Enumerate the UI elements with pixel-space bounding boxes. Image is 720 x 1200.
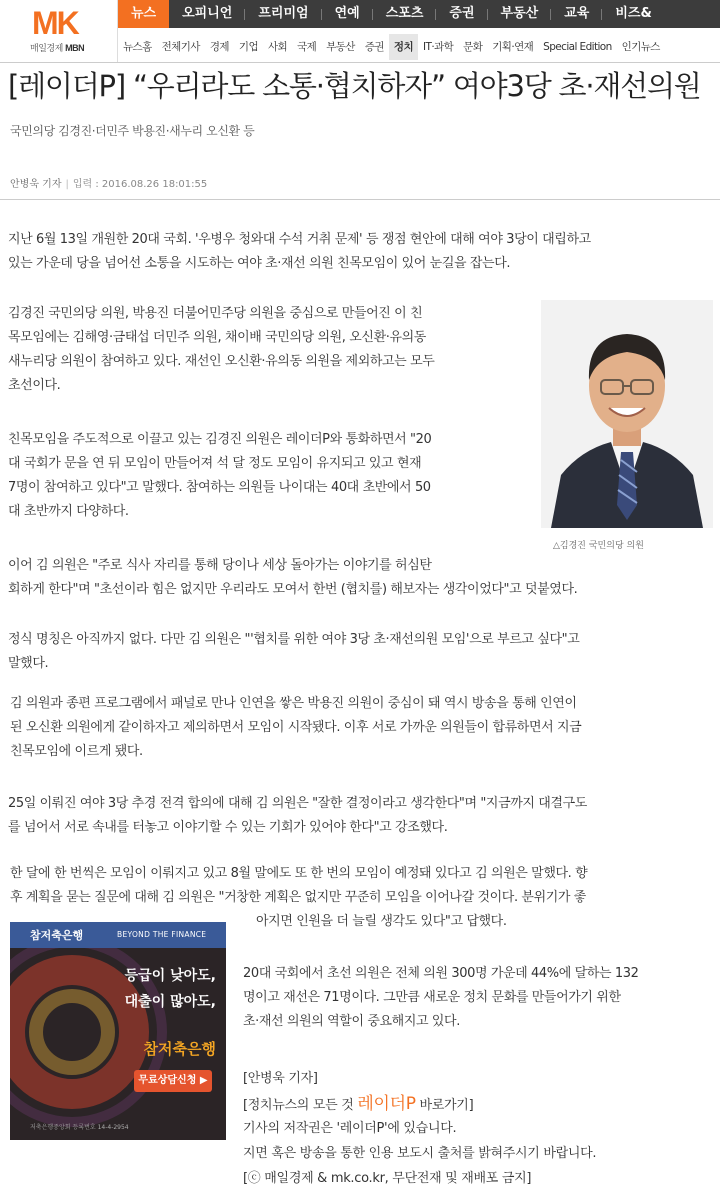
paragraph-line: 를 넘어서 서로 속내를 터놓고 이야기할 수 있는 기회가 있어야 한다"고 강조했다.	[8, 820, 448, 835]
paragraph-line: 정식 명칭은 아직까지 없다. 다만 김 의원은 "'협치를 위한 여야 3당 초·재선의원 모임'으로 부르고 싶다"고	[8, 632, 580, 647]
title-divider	[0, 199, 720, 200]
paragraph-line: 후 계획을 묻는 질문에 대해 김 의원은 "거창한 계획은 없지만 꾸준히 모임을 이어나갈 것이다. 분위기가 좋	[10, 890, 586, 905]
subnav-culture[interactable]: 문화	[463, 41, 483, 53]
ad-headline-1: 등급이 낮아도,	[124, 968, 216, 984]
paragraph-line: 회하게 한다"며 "초선이라 힘은 없지만 우리라도 모여서 한번 (협치를) 해보자는 생각이었다"고 덧붙였다.	[8, 582, 578, 597]
article-date: 입력 : 2016.08.26 18:01:55	[72, 179, 208, 190]
subnav-news-home[interactable]: 뉴스홈	[123, 41, 152, 53]
paragraph-line: 명이고 재선은 71명이다. 그만큼 새로운 정치 문화를 만들어가기 위한	[243, 990, 621, 1005]
logo-subtitle	[30, 41, 84, 54]
footer-reporter: [안병욱 기자]	[243, 1071, 318, 1086]
paragraph-2	[8, 302, 434, 398]
paragraph-line: 친목모임을 주도적으로 이끌고 있는 김경진 의원은 레이더P와 통화하면서 "20	[8, 432, 432, 447]
article-subtitle: 국민의당 김경진·더민주 박용진·새누리 오신환 등	[10, 124, 255, 138]
paragraph-line: 대 초반까지 다양하다.	[8, 504, 129, 519]
subnav-business[interactable]: 기업	[238, 41, 258, 53]
paragraph-1	[8, 228, 591, 276]
topnav-premium[interactable]: 프리미엄	[245, 0, 321, 28]
footer-copyright-1: 기사의 저작권은 '레이더P'에 있습니다.	[243, 1121, 457, 1136]
subnav-series[interactable]: 기획·연재	[492, 41, 534, 53]
subnav-realestate[interactable]: 부동산	[326, 41, 355, 53]
reporter-name[interactable]: 안병욱 기자	[10, 179, 62, 190]
footer-copyright-2: 지면 혹은 방송을 통한 인용 보도시 출처를 밝혀주시기 바랍니다.	[243, 1146, 597, 1161]
paragraph-line: 김경진 국민의당 의원, 박용진 더불어민주당 의원을 중심으로 만들어진 이 친	[8, 306, 423, 321]
subnav-economy[interactable]: 경제	[209, 41, 229, 53]
paragraph-line: 아지면 인원을 더 늘릴 생각도 있다"고 답했다.	[256, 914, 507, 929]
top-navigation	[118, 0, 720, 28]
paragraph-line: 초·재선 의원의 역할이 중요해지고 있다.	[243, 1014, 460, 1029]
paragraph-7	[8, 792, 587, 840]
paragraph-line: 목모임에는 김해영·금태섭 더민주 의원, 채이배 국민의당 의원, 오신환·유의동	[8, 330, 426, 345]
paragraph-line: 친목모임에 이르게 됐다.	[10, 744, 143, 759]
paragraph-line: 초선이다.	[8, 378, 61, 393]
paragraph-line: 새누리당 의원이 참여하고 있다. 재선인 오신환·유의동 의원을 제외하고는 모두	[8, 354, 435, 369]
footer-radar-link[interactable]	[243, 1089, 473, 1114]
logo-mark: MK	[32, 5, 78, 41]
ad-footer-text: 저축은행중앙회 등록번호 14-4-2954	[30, 1124, 129, 1131]
byline-separator: |	[65, 179, 69, 190]
site-header	[0, 0, 720, 62]
ad-brand: 참저축은행	[143, 1040, 216, 1058]
radar-brand-link[interactable]: 레이더P	[357, 1094, 416, 1114]
subnav-special-edition[interactable]: Special Edition	[543, 41, 612, 53]
paragraph-6	[10, 692, 581, 764]
sub-navigation	[118, 34, 720, 60]
topnav-education[interactable]: 교육	[551, 0, 602, 28]
paragraph-line: 된 오신환 의원에게 같이하자고 제의하면서 모임이 시작됐다. 이후 서로 가까운 의원들이 합류하면서 지금	[10, 720, 582, 735]
article-byline	[10, 175, 207, 190]
subnav-stock[interactable]: 증권	[364, 41, 384, 53]
paragraph-line: 김 의원과 종편 프로그램에서 패널로 만나 인연을 쌓은 박용진 의원이 중심이 돼 역시 방송을 통해 인연이	[10, 696, 577, 711]
radar-link-prefix: [정치뉴스의 모든 것	[243, 1098, 354, 1113]
logo-sub-left: 매일경제	[30, 44, 63, 54]
subnav-all-articles[interactable]: 전체기사	[161, 41, 200, 53]
topnav-entertainment[interactable]: 연예	[322, 0, 373, 28]
ad-slogan: BEYOND THE FINANCE	[117, 930, 207, 939]
paragraph-line: 이어 김 의원은 "주로 식사 자리를 통해 당이나 세상 돌아가는 이야기를 허심탄	[8, 558, 432, 573]
article-title: [레이더P] “우리라도 소통·협치하자” 여야3당 초·재선의원	[8, 69, 701, 103]
paragraph-9	[243, 962, 638, 1034]
ad-headline-2: 대출이 많아도,	[124, 994, 216, 1010]
paragraph-line: 25일 이뤄진 여야 3당 추경 전격 합의에 대해 김 의원은 "잘한 결정이라고 생각한다"며 "지금까지 대결구도	[8, 796, 587, 811]
ad-logo: 참저축은행	[30, 929, 84, 942]
portrait-image	[541, 300, 713, 528]
paragraph-line: 말했다.	[8, 656, 49, 671]
paragraph-5	[8, 628, 579, 676]
advertisement-banner[interactable]	[10, 922, 226, 1140]
ad-background-art	[10, 922, 226, 1140]
site-logo[interactable]	[0, 0, 118, 62]
subnav-it-science[interactable]: IT·과학	[423, 41, 454, 53]
header-divider	[0, 62, 720, 63]
topnav-news[interactable]: 뉴스	[118, 0, 169, 28]
subnav-society[interactable]: 사회	[268, 41, 288, 53]
subnav-politics[interactable]: 정치	[389, 34, 418, 60]
logo-sub-right: MBN	[65, 43, 85, 53]
topnav-sports[interactable]: 스포츠	[373, 0, 437, 28]
paragraph-line: 지난 6월 13일 개원한 20대 국회. '우병우 청와대 수석 거취 문제' 등 쟁점 현안에 대해 여야 3당이 대립하고	[8, 232, 591, 247]
reporter-photo	[541, 300, 713, 528]
footer-copyright-3: [ⓒ 매일경제 & mk.co.kr, 무단전재 및 재배포 금지]	[243, 1171, 532, 1186]
topnav-opinion[interactable]: 오피니언	[169, 0, 245, 28]
topnav-stock[interactable]: 증권	[436, 0, 487, 28]
paragraph-4	[8, 554, 577, 602]
ad-consult-button[interactable]: 무료상담신청 ▶	[134, 1070, 212, 1092]
paragraph-3	[8, 428, 431, 524]
radar-link-suffix: 바로가기]	[419, 1098, 474, 1113]
subnav-popular[interactable]: 인기뉴스	[621, 41, 660, 53]
ad-header-bar	[10, 922, 226, 948]
topnav-biz[interactable]: 비즈&	[615, 6, 652, 21]
paragraph-line: 한 달에 한 번씩은 모임이 이뤄지고 있고 8월 말에도 또 한 번의 모임이 예정돼 있다고 김 의원은 말했다. 향	[10, 866, 588, 881]
topnav-realestate[interactable]: 부동산	[488, 0, 552, 28]
paragraph-line: 20대 국회에서 초선 의원은 전체 의원 300명 가운데 44%에 달하는 132	[243, 966, 639, 981]
photo-caption: △김경진 국민의당 의원	[553, 541, 644, 551]
paragraph-line: 대 국회가 문을 연 뒤 모임이 만들어져 석 달 정도 모임이 유지되고 있고 현재	[8, 456, 422, 471]
subnav-international[interactable]: 국제	[297, 41, 317, 53]
paragraph-line: 있는 가운데 당을 넘어선 소통을 시도하는 여야 초·재선 의원 친목모임이 있어 눈길을 잡는다.	[8, 256, 511, 271]
paragraph-line: 7명이 참여하고 있다"고 말했다. 참여하는 의원들 나이대는 40대 초반에서 50	[8, 480, 431, 495]
